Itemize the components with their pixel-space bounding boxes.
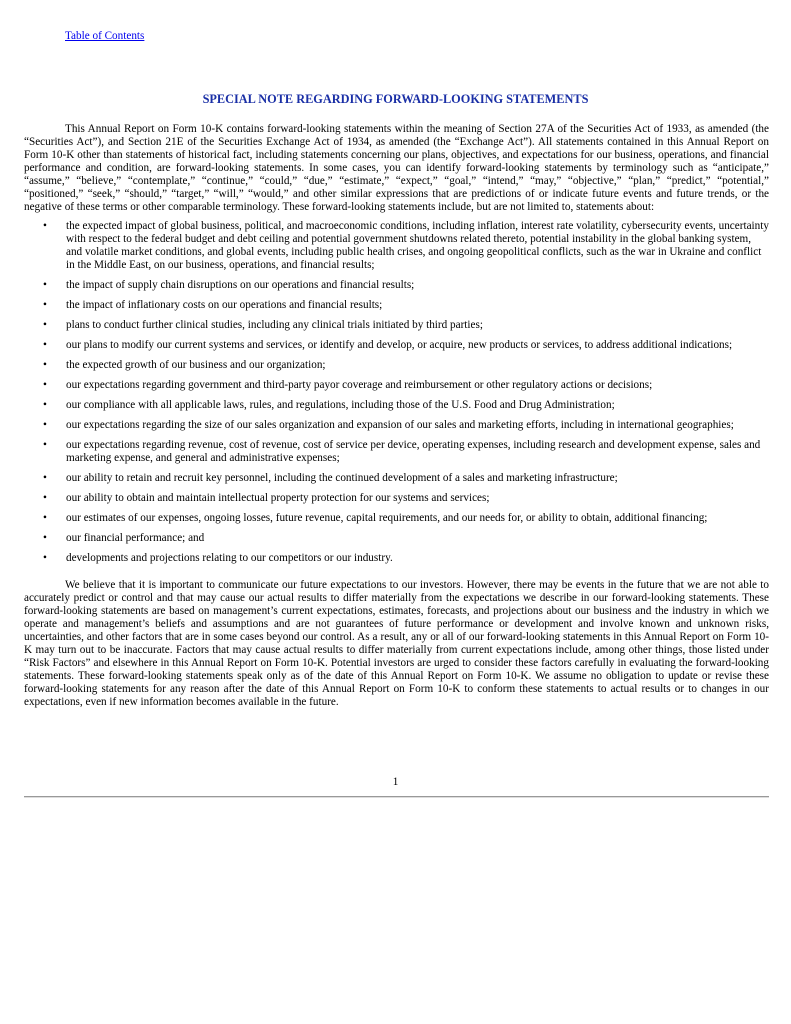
- bullet-icon: •: [43, 339, 47, 351]
- bullet-icon: •: [43, 379, 47, 391]
- list-item-text: plans to conduct further clinical studies, including any clinical trials initiated by third parties;: [66, 319, 483, 331]
- bullet-icon: •: [43, 492, 47, 504]
- bullet-icon: •: [43, 472, 47, 484]
- list-item-text: our ability to retain and recruit key personnel, including the continued development of a sales and marketing infrastructure;: [66, 472, 618, 484]
- bullet-icon: •: [43, 319, 47, 331]
- list-item-text: our expectations regarding the size of our sales organization and expansion of our sales and marketing efforts, including in international geographies;: [66, 419, 734, 431]
- bullet-icon: •: [43, 220, 47, 232]
- list-item: [24, 492, 769, 505]
- bullet-icon: •: [43, 419, 47, 431]
- list-item-text: our plans to modify our current systems and services, or identify and develop, or acquire, new products or services, to address additional indications;: [66, 339, 733, 351]
- closing-paragraph: We believe that it is important to communicate our future expectations to our investors. However, there may be events in the future that we are not able to accurately predict or control and that may cause our actual results to differ materially from the expectations we describe in our forward-looking statements. These forward-looking statements are based on management’s current expectations, estimates, forecasts, and projections about our business and the industry in which we operate and management’s beliefs and assumptions and are not guarantees of future performance or development and involve known and unknown risks, uncertainties, and other factors that are in some cases beyond our control. As a result, any or all of our forward-looking statements in this Annual Report on Form 10-K may turn out to be inaccurate. Factors that may cause actual results to differ materially from current expectations include, among other things, those listed under “Risk Factors” and elsewhere in this Annual Report on Form 10-K. Potential investors are urged to consider these factors carefully in evaluating the forward-looking statements. These forward-looking statements speak only as of the date of this Annual Report on Form 10-K. We assume no obligation to update or revise these forward-looking statements for any reason after the date of this Annual Report on Form 10-K to conform these statements to actual results or to changes in our expectations, even if new information becomes available in the future.: [24, 579, 769, 708]
- list-item: [24, 279, 769, 292]
- list-item-text: developments and projections relating to our competitors or our industry.: [66, 552, 393, 564]
- list-item: [24, 472, 769, 485]
- list-item: [24, 399, 769, 412]
- list-item-text: our ability to obtain and maintain intellectual property protection for our systems and services;: [66, 492, 490, 504]
- list-item-text: the expected impact of global business, political, and macroeconomic conditions, including inflation, interest rate volatility, cybersecurity events, uncertainty with respect to the federal budget and debt ceiling and potential government shutdowns related thereto, potential instability in the global banking system, and volatile market conditions, and global events, including public health crises, and ongoing geopolitical conflicts, such as the war in Ukraine and conflict in the Middle East, on our business, operations, and financial results;: [66, 220, 769, 271]
- bullet-icon: •: [43, 512, 47, 524]
- document-body: [24, 123, 769, 709]
- bullet-icon: •: [43, 279, 47, 291]
- list-item: [24, 339, 769, 352]
- list-item-text: our financial performance; and: [66, 532, 205, 544]
- list-item-text: our estimates of our expenses, ongoing losses, future revenue, capital requirements, and our needs for, or ability to obtain, additional financing;: [66, 512, 708, 524]
- bullet-icon: •: [43, 439, 47, 451]
- list-item: [24, 512, 769, 525]
- page-title: SPECIAL NOTE REGARDING FORWARD-LOOKING STATEMENTS: [202, 92, 589, 106]
- list-item-text: the expected growth of our business and our organization;: [66, 359, 326, 371]
- list-item: [24, 299, 769, 312]
- intro-paragraph: This Annual Report on Form 10-K contains forward-looking statements within the meaning of Section 27A of the Securities Act of 1933, as amended (the “Securities Act”), and Section 21E of the Securities Exchange Act of 1934, as amended (the “Exchange Act”). All statements contained in this Annual Report on Form 10-K other than statements of historical fact, including statements concerning our plans, objectives, and expectations for our business, operations, and financial performance and condition, are forward-looking statements. In some cases, you can identify forward-looking statements by terminology such as “anticipate,” “assume,” “believe,” “contemplate,” “continue,” “could,” “due,” “estimate,” “expect,” “goal,” “intend,” “may,” “objective,” “plan,” “predict,” “potential,” “positioned,” “seek,” “should,” “target,” “will,” “would,” and other similar expressions that are predictions of or indicate future events and future trends, or the negative of these terms or other comparable terminology. These forward-looking statements include, but are not limited to, statements about:: [24, 123, 769, 213]
- list-item-text: the impact of inflationary costs on our operations and financial results;: [66, 299, 383, 311]
- list-item: [24, 319, 769, 332]
- list-item: [24, 359, 769, 372]
- list-item-text: our expectations regarding revenue, cost of revenue, cost of service per device, operating expenses, including research and development expense, sales and marketing expense, and general and administrative expenses;: [66, 439, 761, 464]
- bullet-icon: •: [43, 359, 47, 371]
- list-item: [24, 379, 769, 392]
- table-of-contents-link[interactable]: Table of Contents: [65, 30, 145, 42]
- list-item: [24, 552, 769, 565]
- list-item-text: our compliance with all applicable laws, rules, and regulations, including those of the U.S. Food and Drug Administration;: [66, 399, 615, 411]
- bullet-icon: •: [43, 552, 47, 564]
- list-item: [24, 419, 769, 432]
- list-item-text: our expectations regarding government and third-party payor coverage and reimbursement or other regulatory actions or decisions;: [66, 379, 653, 391]
- bullet-icon: •: [43, 532, 47, 544]
- list-item: [24, 532, 769, 545]
- page-divider: [24, 796, 769, 798]
- list-item: [24, 439, 769, 465]
- list-item-text: the impact of supply chain disruptions on our operations and financial results;: [66, 279, 415, 291]
- list-item: [24, 220, 769, 272]
- page-number: 1: [392, 776, 399, 788]
- bullet-icon: •: [43, 399, 47, 411]
- forward-looking-list: [24, 220, 769, 565]
- bullet-icon: •: [43, 299, 47, 311]
